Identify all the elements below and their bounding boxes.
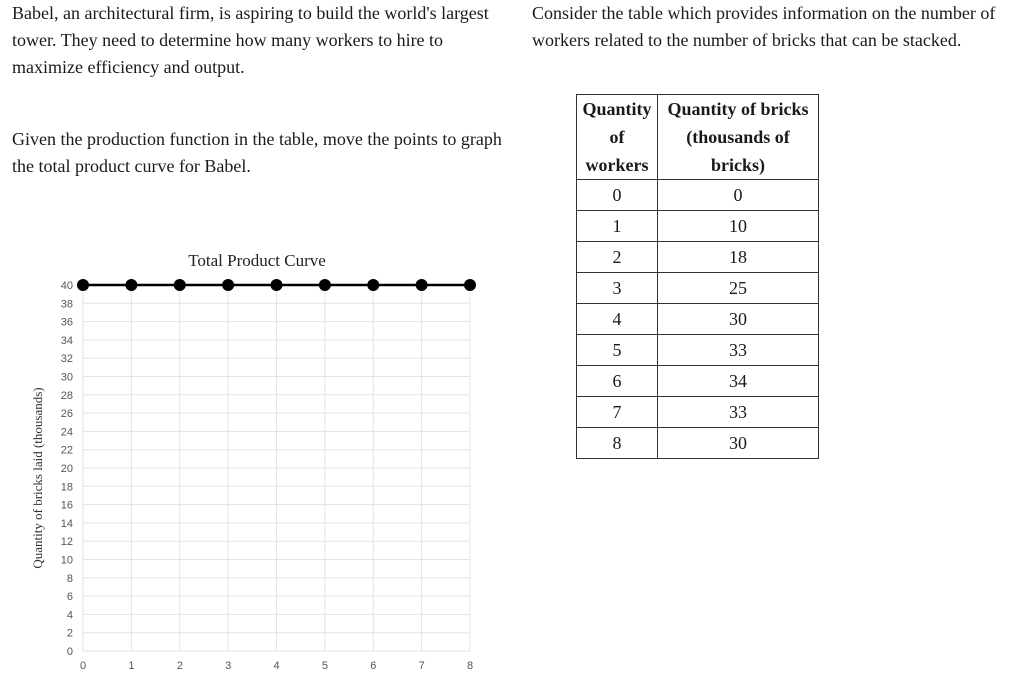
y-tick-label: 12 <box>60 536 73 549</box>
table-row <box>577 273 819 304</box>
draggable-point[interactable] <box>77 279 89 291</box>
cell-bricks: 33 <box>658 397 819 428</box>
header-bricks <box>658 95 819 180</box>
cell-workers: 5 <box>577 335 658 366</box>
header-workers-line: workers <box>585 155 649 175</box>
y-tick-label: 26 <box>60 408 73 421</box>
chart-points[interactable] <box>77 279 476 291</box>
x-tick-label: 8 <box>466 660 474 672</box>
y-tick-label: 18 <box>60 481 73 494</box>
cell-workers: 3 <box>577 273 658 304</box>
y-tick-label: 20 <box>60 463 73 475</box>
table-row <box>577 242 819 273</box>
y-tick-label: 4 <box>66 609 73 622</box>
cell-workers: 7 <box>577 397 658 428</box>
cell-workers: 4 <box>577 304 658 335</box>
cell-bricks: 18 <box>658 242 819 273</box>
y-tick-label: 10 <box>60 554 73 567</box>
header-workers <box>577 95 658 180</box>
draggable-point[interactable] <box>319 279 331 291</box>
cell-workers: 2 <box>577 242 658 273</box>
table-row <box>577 366 819 397</box>
x-tick-label: 1 <box>128 660 135 672</box>
x-tick-label: 3 <box>225 660 232 672</box>
y-tick-label: 40 <box>60 280 73 292</box>
y-tick-label: 22 <box>60 444 73 457</box>
cell-workers: 0 <box>577 180 658 211</box>
y-tick-label: 16 <box>60 499 73 512</box>
header-bricks-line: bricks) <box>711 155 765 175</box>
x-axis-ticks <box>80 660 473 672</box>
chart-title: Total Product Curve <box>188 251 326 270</box>
y-tick-label: 32 <box>60 353 73 366</box>
cell-bricks: 10 <box>658 211 819 242</box>
table-row <box>577 397 819 428</box>
table-row <box>577 211 819 242</box>
table-row <box>577 428 819 459</box>
draggable-point[interactable] <box>367 279 379 291</box>
header-workers-line: Quantity <box>582 99 652 119</box>
production-table <box>576 94 819 459</box>
cell-workers: 8 <box>577 428 658 459</box>
y-tick-label: 28 <box>60 389 73 402</box>
header-bricks-line: Quantity of bricks <box>667 99 809 119</box>
draggable-point[interactable] <box>271 279 283 291</box>
instruction-text: Given the production function in the table, move the points to graph the total product curve for Babel. <box>12 129 502 176</box>
y-tick-label: 38 <box>60 298 73 311</box>
y-tick-label: 30 <box>60 371 73 384</box>
header-workers-line: of <box>609 127 625 147</box>
table-intro-text: Consider the table which provides information on the number of workers related to the number of bricks that can be stacked. <box>532 3 996 50</box>
table-row <box>577 180 819 211</box>
x-tick-label: 4 <box>273 660 280 672</box>
x-tick-label: 2 <box>176 660 183 672</box>
draggable-point[interactable] <box>125 279 137 291</box>
y-tick-label: 34 <box>60 334 73 347</box>
y-tick-label: 2 <box>66 627 73 640</box>
cell-workers: 1 <box>577 211 658 242</box>
y-tick-label: 6 <box>66 591 73 604</box>
table-header-row <box>577 95 819 180</box>
draggable-point[interactable] <box>464 279 476 291</box>
y-tick-label: 0 <box>66 646 73 658</box>
y-axis-title: Quantity of bricks laid (thousands) <box>30 387 45 569</box>
y-tick-label: 14 <box>60 517 73 530</box>
y-tick-label: 36 <box>60 316 73 329</box>
cell-bricks: 33 <box>658 335 819 366</box>
cell-workers: 6 <box>577 366 658 397</box>
cell-bricks: 0 <box>658 180 819 211</box>
draggable-point[interactable] <box>222 279 234 291</box>
y-tick-label: 24 <box>60 426 73 439</box>
x-tick-label: 0 <box>79 660 87 672</box>
x-tick-label: 7 <box>418 660 425 672</box>
y-axis-ticks <box>61 280 73 658</box>
cell-bricks: 30 <box>658 428 819 459</box>
total-product-chart <box>0 240 520 677</box>
header-bricks-line: (thousands of <box>686 127 790 147</box>
x-tick-label: 5 <box>321 660 328 672</box>
table-row <box>577 335 819 366</box>
draggable-point[interactable] <box>174 279 186 291</box>
cell-bricks: 25 <box>658 273 819 304</box>
table-row <box>577 304 819 335</box>
x-tick-label: 6 <box>370 660 377 672</box>
cell-bricks: 34 <box>658 366 819 397</box>
draggable-point[interactable] <box>416 279 428 291</box>
chart-grid <box>83 285 470 651</box>
intro-text: Babel, an architectural firm, is aspiring to build the world's largest tower. They need to determine how many workers to hire to maximize efficiency and output. <box>12 3 489 77</box>
y-tick-label: 8 <box>66 572 73 585</box>
cell-bricks: 30 <box>658 304 819 335</box>
chart-svg <box>0 240 520 677</box>
